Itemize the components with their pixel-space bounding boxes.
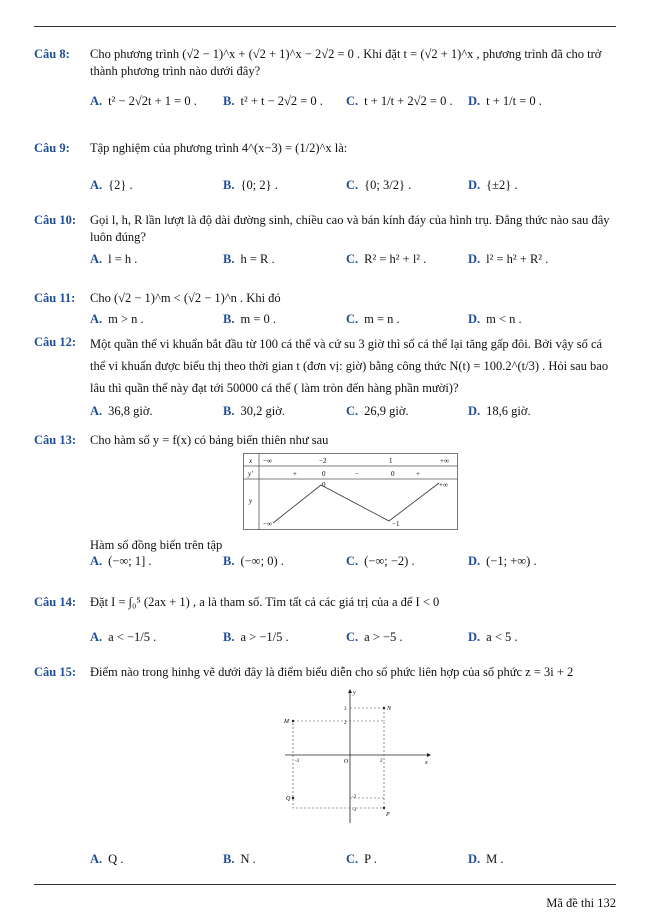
option-b[interactable]: B. 30,2 giờ.	[223, 404, 285, 418]
option-a[interactable]: A. l = h .	[90, 252, 138, 266]
options-10	[90, 252, 590, 270]
option-d[interactable]: D. m < n .	[468, 312, 522, 326]
option-c[interactable]: C. 26,9 giờ.	[346, 404, 409, 418]
question-label: Câu 12:	[34, 335, 77, 349]
x-value: −2	[319, 457, 327, 465]
option-d[interactable]: D. M .	[468, 852, 504, 866]
tick-x: -3	[295, 759, 300, 764]
option-c[interactable]: C. a > −5 .	[346, 630, 403, 644]
question-text: Một quần thể vi khuẩn bắt đầu từ 100 cá thể và cứ su 3 giờ thì số cá thể lại tăng gấp đôi. Bởi vậy số cá thể vi khuẩn được biểu thị theo thời gian t (đơn vị: giờ) bằng công thức N(t) = 100.2^(t/3) . Hỏi sau bao lâu thì quần thể này đạt tới 50000 cá thể ( làm tròn đến hàng phần mười)?	[90, 337, 609, 395]
point-N: N	[387, 706, 392, 712]
y-label: y	[249, 497, 253, 505]
question-text: Gọi l, h, R lần lượt là độ dài đường sinh, chiều cao và bán kính đáy của hình trụ. Đẳng thức nào sau đây luôn đúng?	[90, 213, 610, 244]
option-a[interactable]: A. t² − 2√2t + 1 = 0 .	[90, 94, 197, 108]
sign: 0	[391, 470, 395, 478]
question-text: Tập nghiệm của phương trình 4^(x−3) = (1/2)^x là:	[90, 141, 348, 155]
question-label: Câu 10:	[34, 213, 77, 227]
x-label: x	[249, 457, 253, 465]
question-text: Cho hàm số y = f(x) có bảng biến thiên như sau	[90, 433, 329, 447]
option-c[interactable]: C. {0; 3/2} .	[346, 178, 412, 192]
tick-y: 3	[344, 707, 347, 712]
y-value: −1	[392, 520, 400, 528]
top-rule	[34, 26, 616, 27]
point-M: M	[284, 719, 289, 725]
option-d[interactable]: D. l² = h² + R² .	[468, 252, 549, 266]
option-c[interactable]: C. P .	[346, 852, 377, 866]
options-15	[90, 852, 590, 870]
question-text: Điểm nào trong hinhg vẽ dưới đây là điểm biểu diễn cho số phức liên hợp của số phức z = 3i + 2	[90, 665, 574, 679]
options-11	[90, 312, 590, 330]
options-8	[90, 94, 590, 112]
options-12	[90, 404, 590, 422]
tick-y: 2	[344, 721, 347, 726]
y-value: +∞	[439, 481, 448, 489]
sign: +	[293, 470, 297, 478]
sign: 0	[322, 470, 326, 478]
point-P: P	[386, 812, 390, 818]
yp-label: y'	[248, 470, 253, 478]
question-label: Câu 15:	[34, 665, 77, 679]
option-b[interactable]: B. m = 0 .	[223, 312, 276, 326]
y-value: 0	[322, 481, 326, 489]
option-d[interactable]: D. {±2} .	[468, 178, 518, 192]
option-a[interactable]: A. (−∞; 1] .	[90, 554, 152, 568]
sign: +	[416, 470, 420, 478]
origin-label: O	[344, 759, 349, 765]
option-b[interactable]: B. {0; 2} .	[223, 178, 278, 192]
complex-plane	[275, 688, 435, 828]
x-value: +∞	[440, 457, 449, 465]
option-d[interactable]: D. 18,6 giờ.	[468, 404, 531, 418]
bottom-rule	[34, 884, 616, 885]
question-label: Câu 9:	[34, 141, 70, 155]
option-d[interactable]: D. t + 1/t = 0 .	[468, 94, 542, 108]
question-text: Cho phương trình (√2 − 1)^x + (√2 + 1)^x − 2√2 = 0 . Khi đặt t = (√2 + 1)^x , phương trình đã cho trở thành phương trình nào dưới đây?	[90, 47, 602, 78]
option-a[interactable]: A. Q .	[90, 852, 124, 866]
options-9	[90, 178, 590, 196]
question-text: Đặt I = ∫₀⁵ (2ax + 1) , a là tham số. Tìm tất cả các giá trị của a để I < 0	[90, 595, 440, 609]
question-label: Câu 8:	[34, 47, 70, 61]
option-c[interactable]: C. t + 1/t + 2√2 = 0 .	[346, 94, 453, 108]
option-d[interactable]: D. a < 5 .	[468, 630, 518, 644]
option-a[interactable]: A. m > n .	[90, 312, 144, 326]
question-label: Câu 13:	[34, 433, 77, 447]
tick-y: -3	[352, 808, 357, 813]
axis-y-label: y	[353, 690, 356, 696]
option-c[interactable]: C. (−∞; −2) .	[346, 554, 415, 568]
question-text: Cho (√2 − 1)^m < (√2 − 1)^n . Khi đó	[90, 291, 281, 305]
options-13	[90, 554, 590, 572]
option-a[interactable]: A. {2} .	[90, 178, 133, 192]
variation-table	[243, 453, 458, 530]
option-c[interactable]: C. R² = h² + l² .	[346, 252, 427, 266]
option-b[interactable]: B. t² + t − 2√2 = 0 .	[223, 94, 323, 108]
exam-code: Mã đề thi 132	[546, 896, 616, 910]
point-Q: Q	[286, 796, 291, 802]
option-c[interactable]: C. m = n .	[346, 312, 400, 326]
tick-x: 2	[380, 759, 383, 764]
option-b[interactable]: B. h = R .	[223, 252, 275, 266]
question-label: Câu 14:	[34, 595, 77, 609]
options-14	[90, 630, 590, 648]
option-b[interactable]: B. (−∞; 0) .	[223, 554, 284, 568]
option-b[interactable]: B. a > −1/5 .	[223, 630, 289, 644]
tick-y: -2	[352, 795, 357, 800]
y-value: −∞	[263, 520, 272, 528]
x-value: 1	[389, 457, 393, 465]
option-d[interactable]: D. (−1; +∞) .	[468, 554, 537, 568]
axis-x-label: x	[425, 760, 428, 766]
option-a[interactable]: A. a < −1/5 .	[90, 630, 157, 644]
option-b[interactable]: B. N .	[223, 852, 256, 866]
variation-arrows	[273, 483, 439, 523]
x-value: −∞	[263, 457, 272, 465]
question-label: Câu 11:	[34, 291, 76, 305]
sign: −	[355, 470, 359, 478]
option-a[interactable]: A. 36,8 giờ.	[90, 404, 153, 418]
